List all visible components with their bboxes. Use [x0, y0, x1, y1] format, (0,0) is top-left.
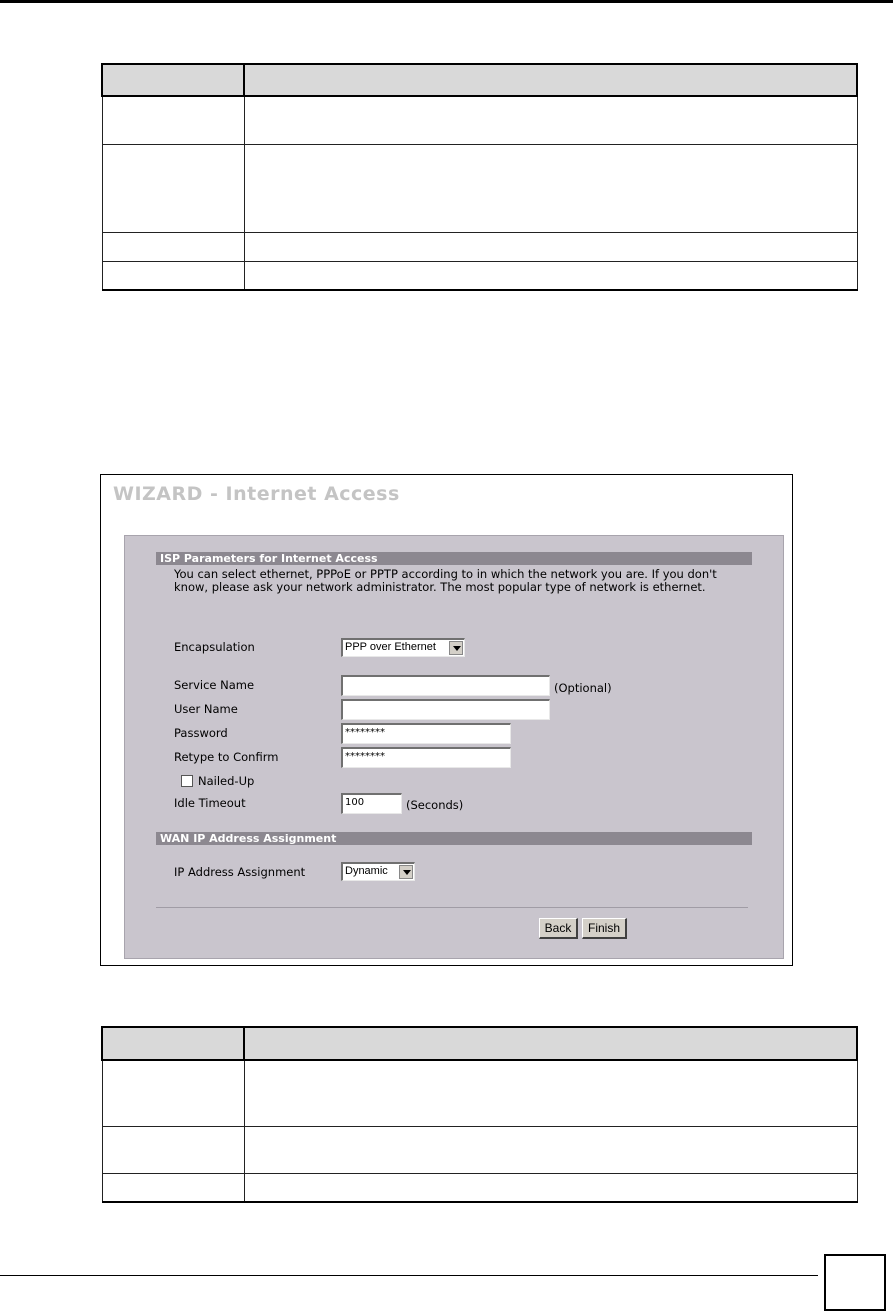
- table-cell: [102, 232, 244, 261]
- panel-divider: [156, 907, 748, 908]
- seconds-hint: (Seconds): [406, 798, 464, 812]
- table-header-row: [102, 64, 857, 96]
- retype-confirm-input[interactable]: ********: [341, 747, 511, 768]
- table-row: [102, 1060, 857, 1126]
- table-header-cell: [102, 64, 244, 96]
- upper-description-table: [101, 63, 858, 291]
- table-cell: [102, 1173, 244, 1202]
- wan-section-heading: WAN IP Address Assignment: [156, 832, 752, 845]
- page-number-box: [824, 1254, 886, 1311]
- table-cell: [244, 1173, 857, 1202]
- wizard-panel: [124, 535, 784, 959]
- table-cell: [102, 1126, 244, 1173]
- table-row: [102, 1126, 857, 1173]
- table-row: [102, 1173, 857, 1202]
- table-row: [102, 96, 857, 144]
- retype-confirm-label: Retype to Confirm: [174, 750, 279, 764]
- table-header-cell: [244, 64, 857, 96]
- table-cell: [244, 1060, 857, 1126]
- table-row: [102, 144, 857, 232]
- back-button[interactable]: Back: [539, 918, 578, 939]
- table-cell: [102, 1060, 244, 1126]
- finish-button[interactable]: Finish: [582, 918, 627, 939]
- table-cell: [244, 232, 857, 261]
- table-header-cell: [102, 1027, 244, 1060]
- encapsulation-label: Encapsulation: [174, 640, 255, 654]
- isp-section-heading: ISP Parameters for Internet Access: [156, 552, 752, 565]
- isp-description: You can select ethernet, PPPoE or PPTP according to in which the network you are. If you don't know, please ask your network administrator. The most popular type of network is ethernet.: [174, 567, 717, 594]
- table-cell: [102, 96, 244, 144]
- service-name-input[interactable]: [341, 675, 550, 696]
- table-header-cell: [244, 1027, 857, 1060]
- idle-timeout-input[interactable]: 100: [341, 793, 402, 814]
- table-cell: [102, 261, 244, 290]
- chevron-down-icon[interactable]: [449, 641, 463, 655]
- table-cell: [244, 96, 857, 144]
- table-row: [102, 261, 857, 290]
- wizard-title: WIZARD - Internet Access: [113, 483, 400, 505]
- page-top-rule: [0, 0, 893, 3]
- password-label: Password: [174, 726, 228, 740]
- ip-assignment-value: Dynamic: [345, 865, 388, 877]
- optional-hint: (Optional): [554, 681, 612, 695]
- footer-rule: [0, 1275, 818, 1276]
- wizard-screenshot: [100, 474, 793, 966]
- service-name-label: Service Name: [174, 678, 255, 692]
- password-input[interactable]: ********: [341, 723, 511, 744]
- table-cell: [102, 144, 244, 232]
- user-name-label: User Name: [174, 702, 238, 716]
- table-cell: [244, 261, 857, 290]
- encapsulation-value: PPP over Ethernet: [345, 641, 436, 653]
- table-row: [102, 232, 857, 261]
- table-cell: [244, 1126, 857, 1173]
- idle-timeout-label: Idle Timeout: [174, 796, 246, 810]
- ip-assignment-select[interactable]: [341, 862, 415, 881]
- ip-assignment-label: IP Address Assignment: [174, 865, 306, 879]
- table-header-row: [102, 1027, 857, 1060]
- lower-description-table: [101, 1026, 858, 1203]
- nailed-up-checkbox[interactable]: [181, 775, 193, 787]
- table-cell: [244, 144, 857, 232]
- chevron-down-icon[interactable]: [399, 865, 413, 879]
- nailed-up-label: Nailed-Up: [198, 774, 255, 788]
- user-name-input[interactable]: [341, 699, 550, 720]
- encapsulation-select[interactable]: [341, 638, 465, 657]
